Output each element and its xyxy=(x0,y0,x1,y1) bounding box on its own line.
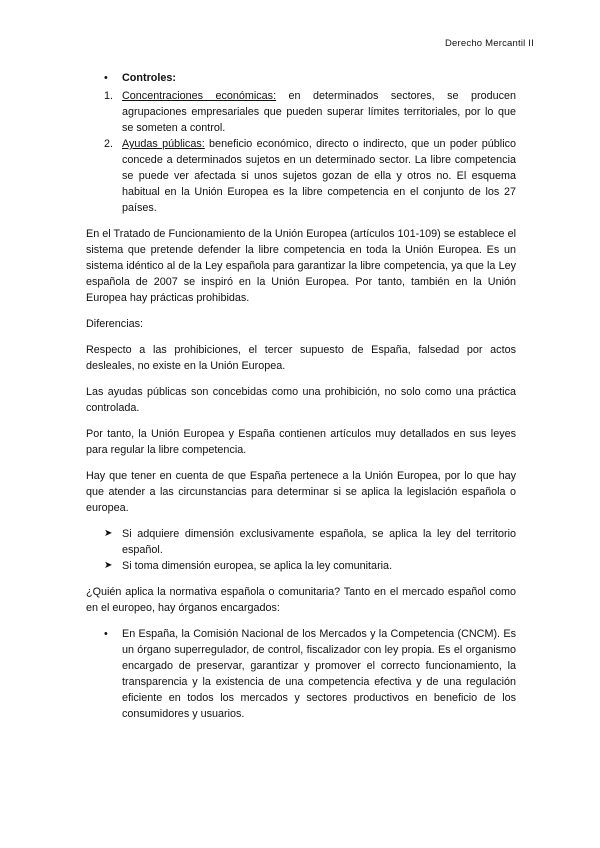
term: Concentraciones económicas: xyxy=(122,90,277,102)
list-item: • En España, la Comisión Nacional de los Mercados y la Competencia (CNCM). Es un órgano superregulador, de control, fiscalizador con ley propia. Es el organismo encargado de preservar, garantizar y promover el correcto funcionamiento, la transparencia y la existencia de una competencia efectiva y de una regulación eficiente en todos los mercados y sectores productivos en beneficio de los consumidores y usuarios. xyxy=(104,628,516,720)
paragraph: Hay que tener en cuenta de que España pertenece a la Unión Europea, por lo que hay que atender a las circunstancias para determinar si se aplica la legislación española o europea. xyxy=(86,470,516,514)
arrow-bullet-icon: ➤ xyxy=(104,560,113,571)
paragraph: Diferencias: xyxy=(86,318,144,330)
paragraph: Las ayudas públicas son concebidas como una prohibición, no solo como una práctica controlada. xyxy=(86,386,516,414)
paragraph: En el Tratado de Funcionamiento de la Unión Europea (artículos 101-109) se establece el sistema que pretende defender la libre competencia en toda la Unión Europea. Es un sistema idéntico al de la Ley española para garantizar la libre competencia, ya que la Ley española de 2007 se inspiró en la Unión Europea. Por tanto, también en la Unión Europea hay prácticas prohibidas. xyxy=(86,228,516,304)
definition: en determinados sectores, se producen agrupaciones empresariales que pueden superar límites territoriales, por lo que se someten a control. xyxy=(122,90,516,134)
paragraph: Por tanto, la Unión Europea y España contienen artículos muy detallados en sus leyes para regular la libre competencia. xyxy=(86,428,516,456)
controls-heading: • Controles: xyxy=(86,70,516,86)
list-item: ➤ Si adquiere dimensión exclusivamente española, se aplica la ley del territorio español. xyxy=(104,528,516,556)
arrow-bullet-icon: ➤ xyxy=(104,528,113,539)
paragraph: ¿Quién aplica la normativa española o comunitaria? Tanto en el mercado español como en el europeo, hay órganos encargados: xyxy=(86,586,516,614)
dot-list xyxy=(86,626,516,722)
list-item: ➤ Si toma dimensión europea, se aplica la ley comunitaria. xyxy=(104,560,393,572)
controls-list xyxy=(86,88,516,216)
arrow-list xyxy=(86,526,516,574)
dot-bullet-icon: • xyxy=(104,628,108,640)
list-number: 2. xyxy=(104,138,114,150)
page-header: Derecho Mercantil II xyxy=(444,38,534,49)
list-number: 1. xyxy=(104,90,114,102)
definition: beneficio económico, directo o indirecto, que un poder público concede a determinados sujetos en un determinado sector. La libre competencia se puede ver afectada si unos sujetos gozan de ella y otros no. El esquema habitual en la Unión Europea es la libre competencia en el conjunto de los 27 países. xyxy=(122,138,516,214)
list-item xyxy=(86,88,516,136)
paragraph: Respecto a las prohibiciones, el tercer supuesto de España, falsedad por actos desleales, no existe en la Unión Europea. xyxy=(86,344,516,372)
list-item xyxy=(86,136,516,216)
term: Ayudas públicas: xyxy=(122,138,205,150)
document-body xyxy=(86,70,516,722)
